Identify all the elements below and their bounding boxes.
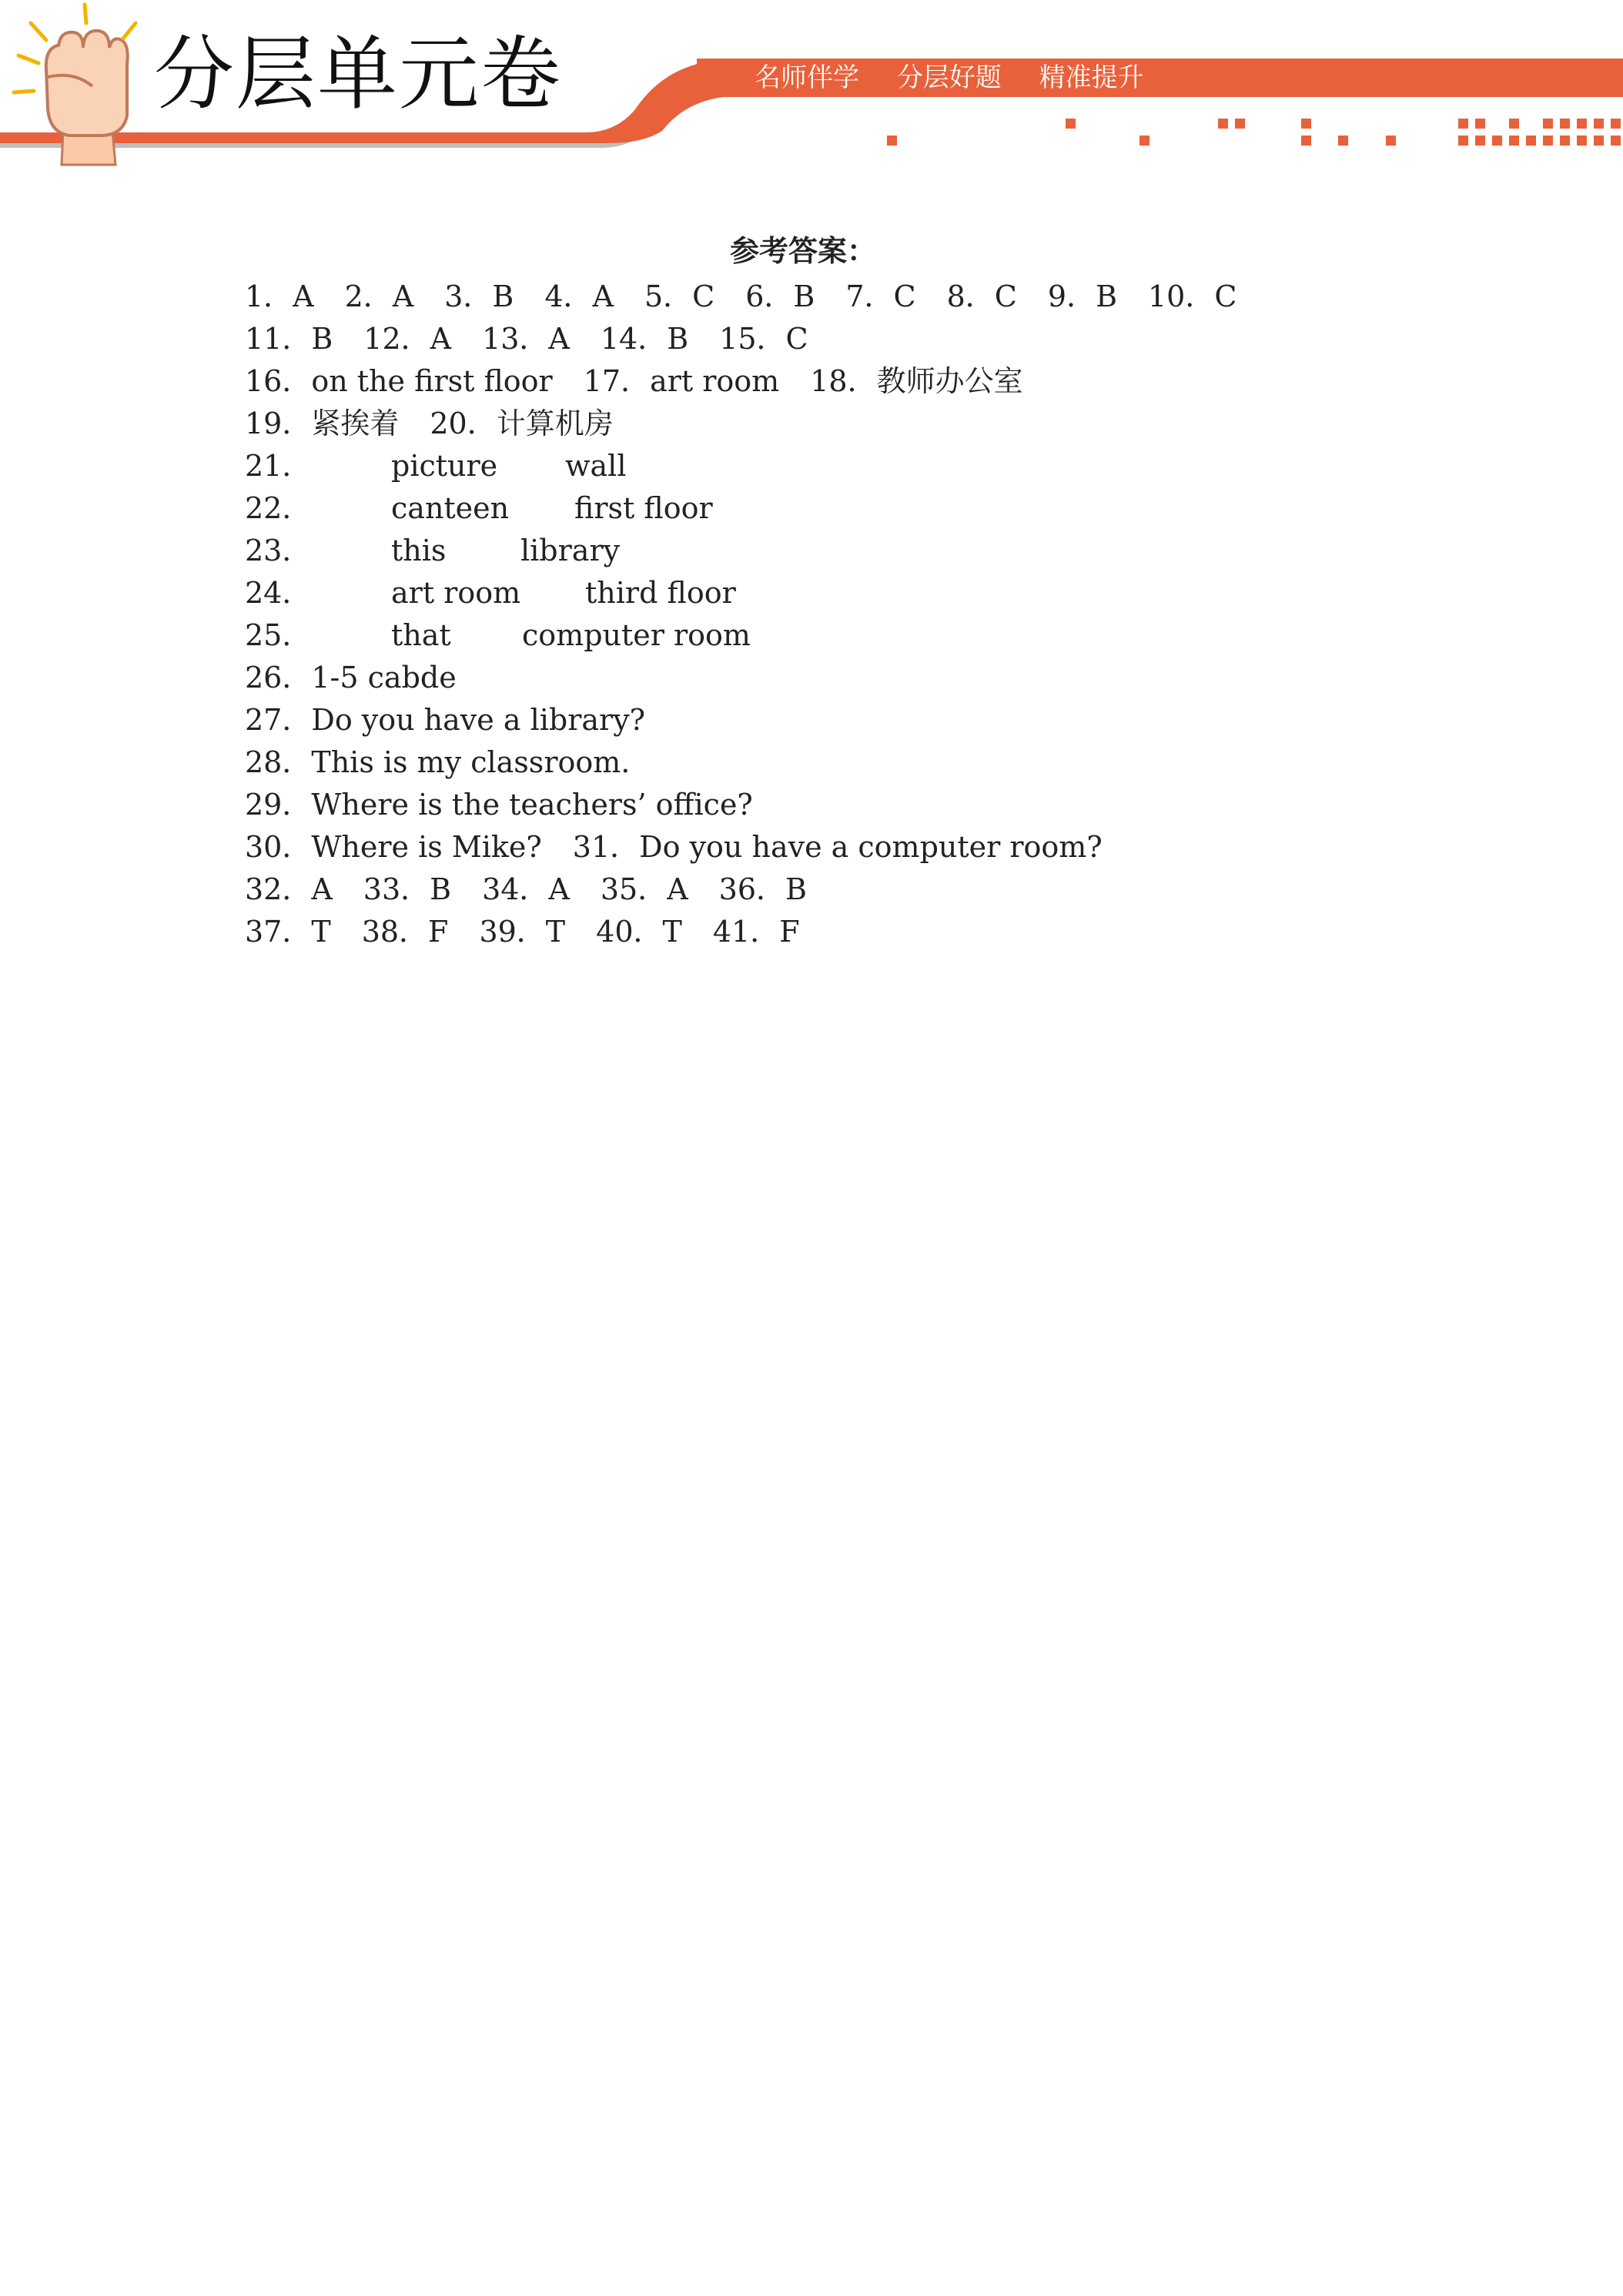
slogan-item: 精准提升: [1039, 62, 1144, 93]
answer-item: 28．This is my classroom.: [245, 745, 631, 779]
answer-item: 32．A: [245, 872, 333, 906]
answer-item: 27．Do you have a library?: [245, 703, 646, 737]
slogan-item: 分层好题: [896, 62, 1002, 93]
answer-item: 37．T: [245, 915, 331, 949]
answer-number: 21．: [245, 449, 312, 483]
answer-line: [245, 614, 1015, 657]
answer-item: 40．T: [596, 915, 682, 949]
answer-item: 11．B: [245, 322, 333, 356]
answer-item: 7．C: [845, 279, 916, 313]
answer-item: 16．on the first floor: [245, 364, 553, 398]
answer-blank-1: art room: [391, 576, 521, 610]
answer-item: 1．A: [245, 279, 314, 313]
answer-line: [245, 657, 457, 699]
slogan: [755, 62, 1173, 94]
answer-line: [245, 403, 614, 445]
answer-item: 30．Where is Mike?: [245, 830, 542, 864]
answer-blank-2: first floor: [574, 491, 713, 525]
answer-item: 31．Do you have a computer room?: [572, 830, 1103, 864]
answer-blank-1: this: [391, 534, 447, 567]
answer-line: [245, 276, 1236, 318]
answer-item: 35．A: [600, 872, 688, 906]
answer-number: 25．: [245, 618, 312, 652]
answer-item: 13．A: [482, 322, 570, 356]
answer-number: 22．: [245, 491, 312, 525]
answer-item: 19．紧挨着: [245, 407, 400, 440]
answer-item: 26．1-5 cabde: [245, 661, 457, 694]
answer-blank-2: third floor: [585, 576, 736, 610]
answer-item: 14．B: [600, 322, 689, 356]
answer-line: [245, 911, 800, 953]
answer-item: 18．教师办公室: [810, 364, 1023, 398]
answer-blank-1: picture: [391, 449, 498, 483]
answer-line: [245, 360, 1023, 403]
answer-number: 23．: [245, 534, 312, 567]
answer-item: 20．计算机房: [430, 407, 614, 440]
decorative-dots: [887, 119, 1621, 146]
answer-item: 2．A: [344, 279, 414, 313]
answer-item: 38．F: [361, 915, 449, 949]
answer-line: [245, 445, 1015, 487]
answer-item: 17．art room: [583, 364, 780, 398]
answer-line: [245, 572, 1015, 614]
answer-item: 3．B: [444, 279, 514, 313]
slogan-item: 名师伴学: [755, 62, 859, 93]
answer-item: 41．F: [712, 915, 800, 949]
answer-line: [245, 741, 630, 784]
answer-item: 9．B: [1047, 279, 1117, 313]
answer-item: 39．T: [479, 915, 566, 949]
answer-item: 4．A: [544, 279, 614, 313]
answer-blank-2: library: [520, 534, 621, 567]
answer-line: [245, 784, 753, 826]
answer-item: 33．B: [363, 872, 452, 906]
answer-item: 34．A: [482, 872, 570, 906]
answer-blank-1: that: [391, 618, 451, 652]
answer-line: [245, 826, 1103, 869]
answer-item: 6．B: [745, 279, 815, 313]
answer-item: 12．A: [363, 322, 452, 356]
answer-key-title: 参考答案：: [730, 233, 877, 268]
answer-item: 15．C: [719, 322, 808, 356]
answer-item: 10．C: [1148, 279, 1237, 313]
answer-line: [245, 699, 645, 741]
answer-item: 29．Where is the teachers’ office?: [245, 788, 753, 822]
answer-item: 5．C: [644, 279, 715, 313]
page-header: [0, 0, 1623, 177]
answer-blank-2: computer room: [522, 618, 751, 652]
answer-line: [245, 530, 1015, 572]
answer-line: [245, 318, 808, 360]
answer-blank-2: wall: [565, 449, 627, 483]
brand-title: 分层单元卷: [154, 27, 563, 121]
answer-number: 24．: [245, 576, 312, 610]
answer-line: [245, 869, 807, 911]
answer-item: 36．B: [718, 872, 807, 906]
answer-line: [245, 487, 1015, 530]
answer-blank-1: canteen: [391, 491, 510, 525]
answer-item: 8．C: [946, 279, 1017, 313]
